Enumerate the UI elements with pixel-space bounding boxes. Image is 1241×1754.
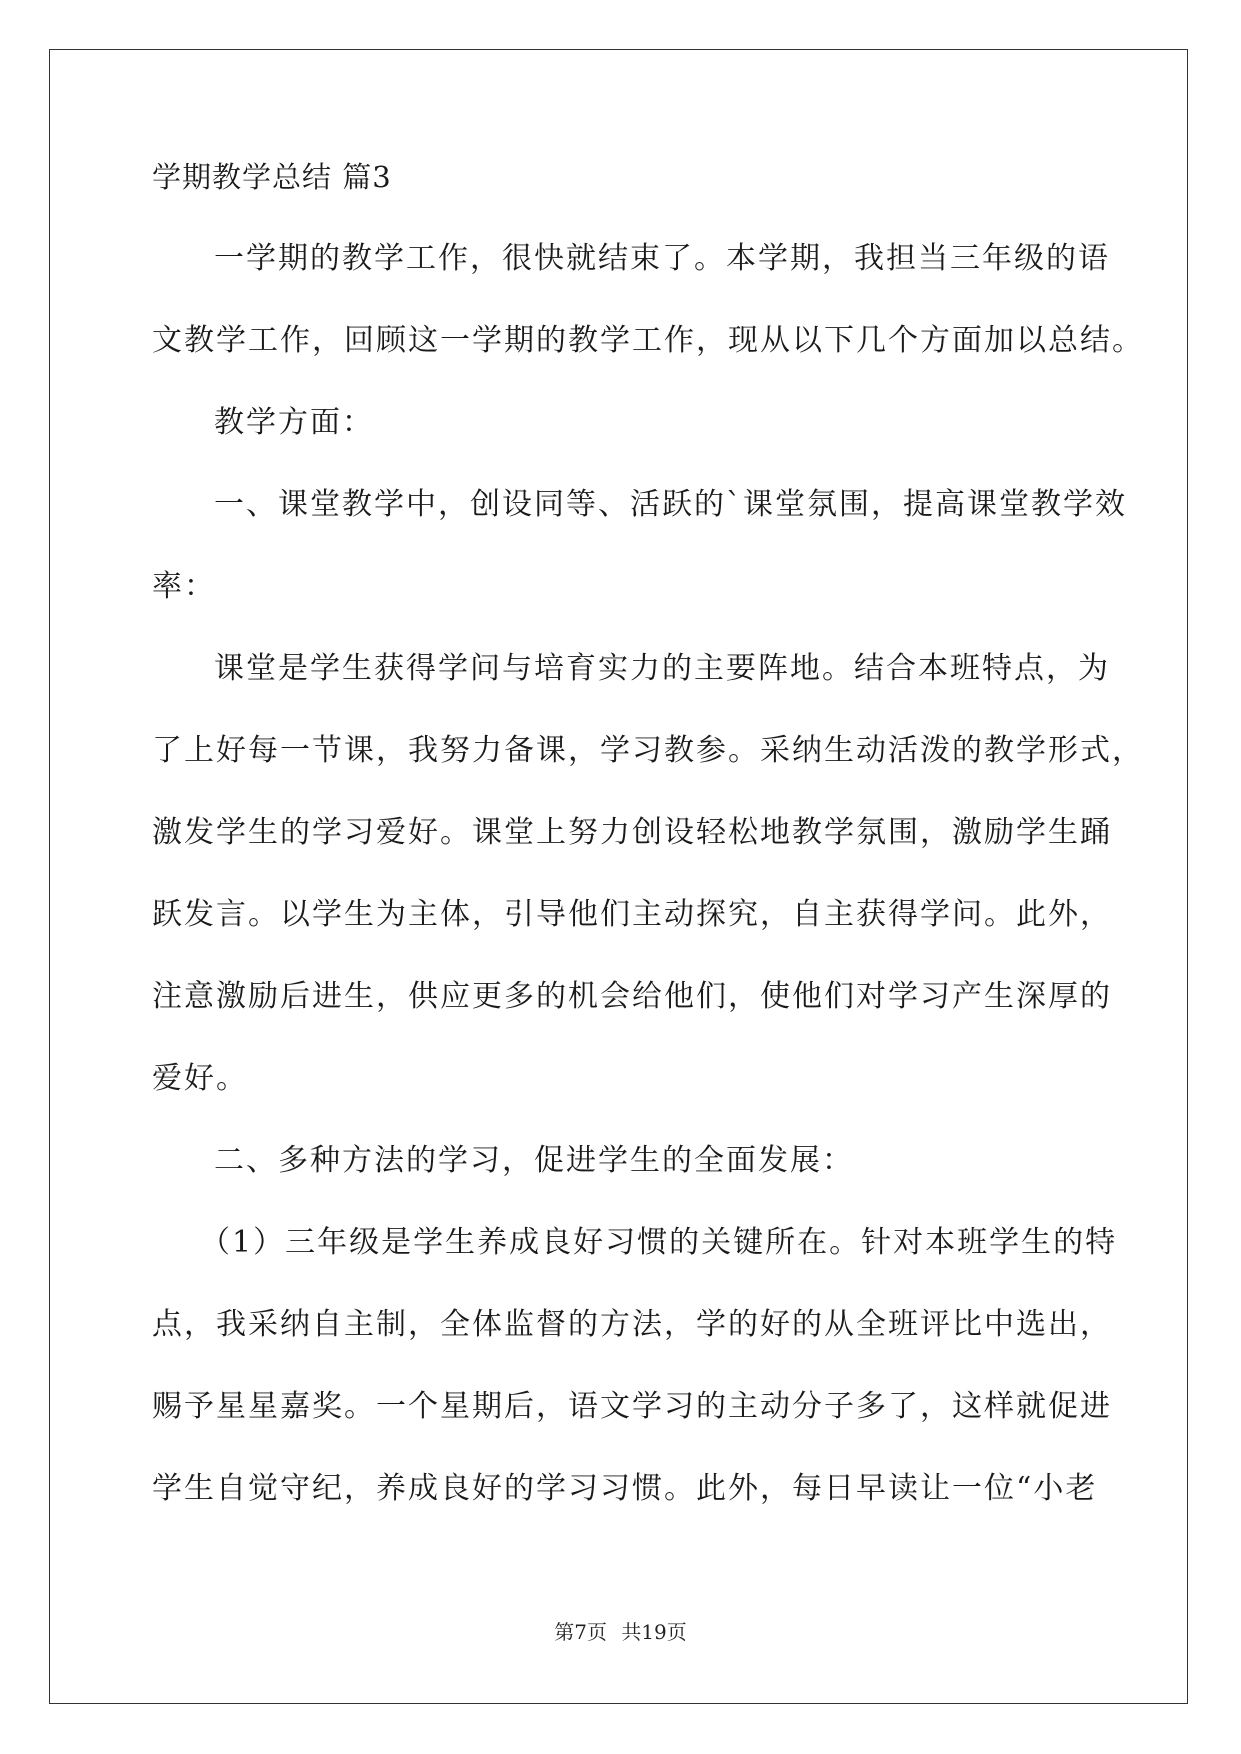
current-page-number: 第7页: [554, 1620, 607, 1644]
paragraph-line: 点，我采纳自主制，全体监督的方法，学的好的从全班评比中选出，: [152, 1307, 1112, 1342]
paragraph-line: 注意激励后进生，供应更多的机会给他们，使他们对学习产生深厚的: [152, 979, 1112, 1014]
paragraph-line: （1）三年级是学生养成良好习惯的关键所在。针对本班学生的特: [200, 1225, 1118, 1260]
paragraph-line: 跃发言。以学生为主体，引导他们主动探究，自主获得学问。此外，: [152, 897, 1112, 932]
page-footer: [0, 1616, 1241, 1645]
paragraph-line: 了上好每一节课，我努力备课，学习教参。采纳生动活泼的教学形式，: [152, 733, 1144, 768]
paragraph-line: 课堂是学生获得学问与培育实力的主要阵地。结合本班特点，为: [214, 651, 1110, 686]
paragraph-line: 学生自觉守纪，养成良好的学习习惯。此外，每日早读让一位“小老: [152, 1471, 1098, 1506]
paragraph-line: 爱好。: [152, 1061, 248, 1096]
paragraph-line: 激发学生的学习爱好。课堂上努力创设轻松地教学氛围，激励学生踊: [152, 815, 1112, 850]
paragraph-line: 赐予星星嘉奖。一个星期后，语文学习的主动分子多了，这样就促进: [152, 1389, 1112, 1424]
paragraph-line: 一学期的教学工作，很快就结束了。本学期，我担当三年级的语: [214, 241, 1110, 276]
subsection-heading: 二、多种方法的学习，促进学生的全面发展：: [214, 1143, 854, 1178]
total-page-count: 共19页: [621, 1620, 687, 1644]
subsection-heading: 率：: [152, 569, 216, 604]
document-body: [152, 158, 1144, 1530]
subsection-heading: 一、课堂教学中，创设同等、活跃的`课堂氛围，提高课堂教学效: [214, 487, 1127, 522]
paragraph-line: 文教学工作，回顾这一学期的教学工作，现从以下几个方面加以总结。: [152, 323, 1144, 358]
document-title: 学期教学总结 篇3: [152, 160, 392, 194]
section-heading: 教学方面：: [214, 405, 374, 440]
